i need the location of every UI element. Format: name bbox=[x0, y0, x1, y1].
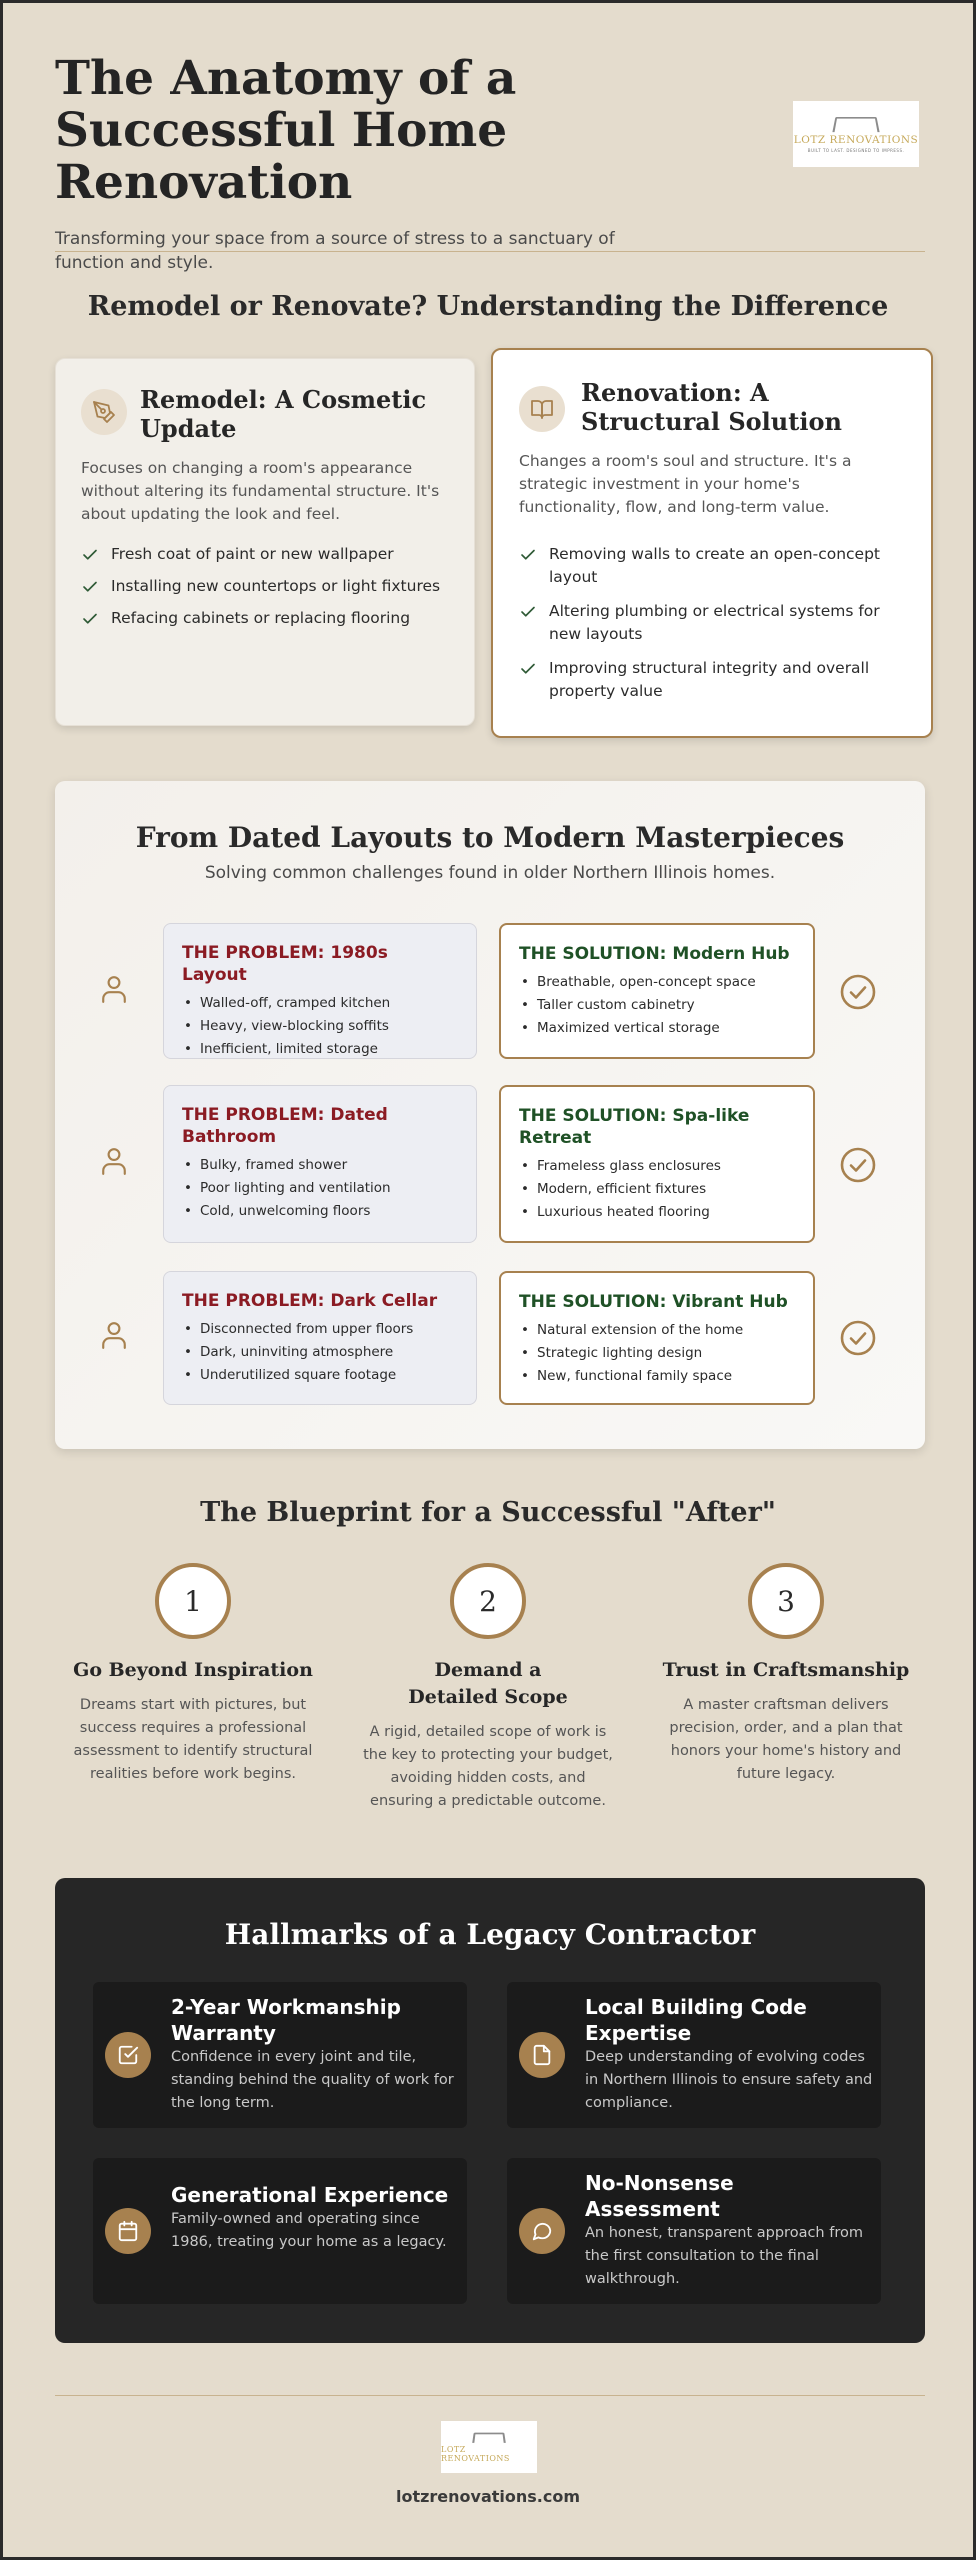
list-item: • Natural extension of the home bbox=[519, 1319, 795, 1342]
list-item: • Heavy, view-blocking soffits bbox=[182, 1015, 458, 1038]
hallmark-card bbox=[507, 2158, 881, 2304]
list-item: • Frameless glass enclosures bbox=[519, 1155, 795, 1178]
solution-list bbox=[519, 1155, 795, 1224]
step-description: Dreams start with pictures, but success requires a professional assessment to identify structural realities before work begins. bbox=[73, 1697, 313, 1782]
difference-title: Remodel or Renovate? Understanding the Difference bbox=[87, 291, 889, 322]
list-item: • Modern, efficient fixtures bbox=[519, 1178, 795, 1201]
hallmark-title: Local Building Code Expertise bbox=[585, 1995, 807, 2045]
remodel-card bbox=[55, 358, 475, 726]
check-circle-icon bbox=[839, 1319, 877, 1361]
solution-title: THE SOLUTION: Vibrant Hub bbox=[519, 1292, 788, 1312]
infographic-page bbox=[3, 3, 973, 2557]
hallmarks-panel bbox=[55, 1878, 925, 2343]
hallmark-card bbox=[507, 1982, 881, 2128]
hallmark-title: 2-Year Workmanship Warranty bbox=[171, 1995, 401, 2045]
hallmark-description: Family-owned and operating since 1986, treating your home as a legacy. bbox=[171, 2211, 447, 2250]
solution-title: THE SOLUTION: Modern Hub bbox=[519, 944, 790, 964]
blueprint-title: The Blueprint for a Successful "After" bbox=[200, 1497, 776, 1528]
list-item: • Poor lighting and ventilation bbox=[182, 1177, 458, 1200]
problem-box bbox=[163, 923, 477, 1059]
remodel-title: Remodel: A Cosmetic Update bbox=[140, 385, 427, 443]
solution-box bbox=[499, 923, 815, 1059]
problem-list bbox=[182, 992, 458, 1061]
list-item bbox=[81, 543, 461, 566]
renovation-list bbox=[519, 543, 899, 703]
header bbox=[55, 53, 925, 275]
house-roof-icon bbox=[832, 116, 879, 131]
layouts-subtitle: Solving common challenges found in older Northern Illinois homes. bbox=[204, 863, 776, 883]
list-item-text: Altering plumbing or electrical systems for new layouts bbox=[549, 602, 880, 643]
logo-text: LOTZ RENOVATIONS bbox=[793, 133, 919, 146]
check-circle-icon bbox=[839, 1146, 877, 1188]
list-item: • Maximized vertical storage bbox=[519, 1017, 795, 1040]
divider bbox=[55, 2395, 925, 2396]
solution-list bbox=[519, 1319, 795, 1388]
logo-text: LOTZ RENOVATIONS bbox=[441, 2444, 510, 2463]
layouts-panel bbox=[55, 781, 925, 1449]
blueprint-step bbox=[661, 1563, 911, 1786]
calendar-icon bbox=[105, 2208, 151, 2254]
list-item bbox=[519, 657, 899, 703]
hallmarks-title: Hallmarks of a Legacy Contractor bbox=[224, 1918, 756, 1951]
list-item bbox=[81, 575, 461, 598]
step-description: A master craftsman delivers precision, order, and a plan that honors your home's history and future legacy. bbox=[669, 1697, 903, 1782]
step-number: 1 bbox=[155, 1563, 231, 1639]
checkbox-edit-icon bbox=[105, 2032, 151, 2078]
check-icon bbox=[519, 546, 537, 571]
list-item: • Bulky, framed shower bbox=[182, 1154, 458, 1177]
check-circle-icon bbox=[839, 973, 877, 1015]
hallmark-description: Confidence in every joint and tile, standing behind the quality of work for the long term. bbox=[171, 2049, 454, 2111]
list-item: • Taller custom cabinetry bbox=[519, 994, 795, 1017]
divider bbox=[55, 251, 925, 252]
list-item bbox=[81, 607, 461, 630]
solution-box bbox=[499, 1271, 815, 1405]
open-book-icon bbox=[519, 386, 565, 432]
remodel-list bbox=[81, 543, 461, 630]
check-icon bbox=[519, 603, 537, 628]
list-item-text: Refacing cabinets or replacing flooring bbox=[111, 609, 411, 627]
renovation-title: Renovation: A Structural Solution bbox=[581, 378, 842, 436]
hallmark-title: No-Nonsense Assessment bbox=[585, 2171, 734, 2221]
problem-title: THE PROBLEM: Dated Bathroom bbox=[182, 1105, 388, 1147]
list-item: • Luxurious heated flooring bbox=[519, 1201, 795, 1224]
step-title: Trust in Craftsmanship bbox=[662, 1659, 910, 1681]
remodel-description: Focuses on changing a room's appearance without altering its fundamental structure. It's about updating the look and feel. bbox=[81, 459, 440, 523]
problem-list bbox=[182, 1318, 458, 1387]
list-item-text: Installing new countertops or light fixtures bbox=[111, 577, 441, 595]
list-item-text: Removing walls to create an open-concept layout bbox=[549, 545, 880, 586]
list-item: • Strategic lighting design bbox=[519, 1342, 795, 1365]
solution-list bbox=[519, 971, 795, 1040]
check-icon bbox=[81, 610, 99, 635]
list-item-text: Improving structural integrity and overall property value bbox=[549, 659, 870, 700]
house-roof-icon bbox=[472, 2432, 506, 2442]
step-title: Go Beyond Inspiration bbox=[73, 1659, 313, 1681]
website-link[interactable]: lotzrenovations.com bbox=[395, 2487, 581, 2506]
list-item: • Disconnected from upper floors bbox=[182, 1318, 458, 1341]
chat-bubble-icon bbox=[519, 2208, 565, 2254]
hallmark-card bbox=[93, 1982, 467, 2128]
list-item: • Dark, uninviting atmosphere bbox=[182, 1341, 458, 1364]
list-item bbox=[519, 600, 899, 646]
solution-box bbox=[499, 1085, 815, 1243]
layouts-title: From Dated Layouts to Modern Masterpieces bbox=[135, 821, 845, 854]
user-icon bbox=[101, 1321, 127, 1353]
user-icon bbox=[101, 975, 127, 1007]
step-title: Demand a Detailed Scope bbox=[408, 1659, 568, 1708]
list-item: • Walled-off, cramped kitchen bbox=[182, 992, 458, 1015]
problem-list bbox=[182, 1154, 458, 1223]
step-number: 3 bbox=[748, 1563, 824, 1639]
list-item: • Cold, unwelcoming floors bbox=[182, 1200, 458, 1223]
step-number: 2 bbox=[450, 1563, 526, 1639]
problem-box bbox=[163, 1085, 477, 1243]
blueprint-step bbox=[363, 1563, 613, 1813]
check-icon bbox=[81, 578, 99, 603]
list-item: • Breathable, open-concept space bbox=[519, 971, 795, 994]
document-icon bbox=[519, 2032, 565, 2078]
list-item: • New, functional family space bbox=[519, 1365, 795, 1388]
list-item: • Underutilized square footage bbox=[182, 1364, 458, 1387]
problem-box bbox=[163, 1271, 477, 1405]
list-item: • Inefficient, limited storage bbox=[182, 1038, 458, 1061]
list-item-text: Fresh coat of paint or new wallpaper bbox=[111, 545, 394, 563]
renovation-card bbox=[491, 348, 933, 738]
hallmark-description: Deep understanding of evolving codes in Northern Illinois to ensure safety and compliance. bbox=[585, 2049, 873, 2111]
list-item bbox=[519, 543, 899, 589]
check-icon bbox=[81, 546, 99, 571]
pen-nib-icon bbox=[81, 389, 127, 435]
hallmark-description: An honest, transparent approach from the first consultation to the final walkthrough. bbox=[585, 2225, 863, 2287]
footer-logo bbox=[441, 2421, 537, 2473]
blueprint-step bbox=[68, 1563, 318, 1786]
check-icon bbox=[519, 660, 537, 685]
problem-title: THE PROBLEM: Dark Cellar bbox=[182, 1291, 438, 1311]
renovation-description: Changes a room's soul and structure. It's a strategic investment in your home's functionality, flow, and long-term value. bbox=[519, 452, 852, 516]
hallmark-title: Generational Experience bbox=[171, 2183, 449, 2207]
user-icon bbox=[101, 1147, 127, 1179]
logo-tagline: BUILT TO LAST. DESIGNED TO IMPRESS. bbox=[807, 147, 905, 153]
company-logo bbox=[793, 101, 919, 167]
hallmark-card bbox=[93, 2158, 467, 2304]
page-title: The Anatomy of a Successful Home Renovation bbox=[55, 51, 517, 210]
solution-title: THE SOLUTION: Spa-like Retreat bbox=[519, 1106, 750, 1148]
problem-title: THE PROBLEM: 1980s Layout bbox=[182, 943, 388, 985]
step-description: A rigid, detailed scope of work is the key to protecting your budget, avoiding hidden costs, and ensuring a predictable outcome. bbox=[363, 1724, 613, 1809]
page-subtitle: Transforming your space from a source of stress to a sanctuary of function and style. bbox=[55, 229, 615, 273]
